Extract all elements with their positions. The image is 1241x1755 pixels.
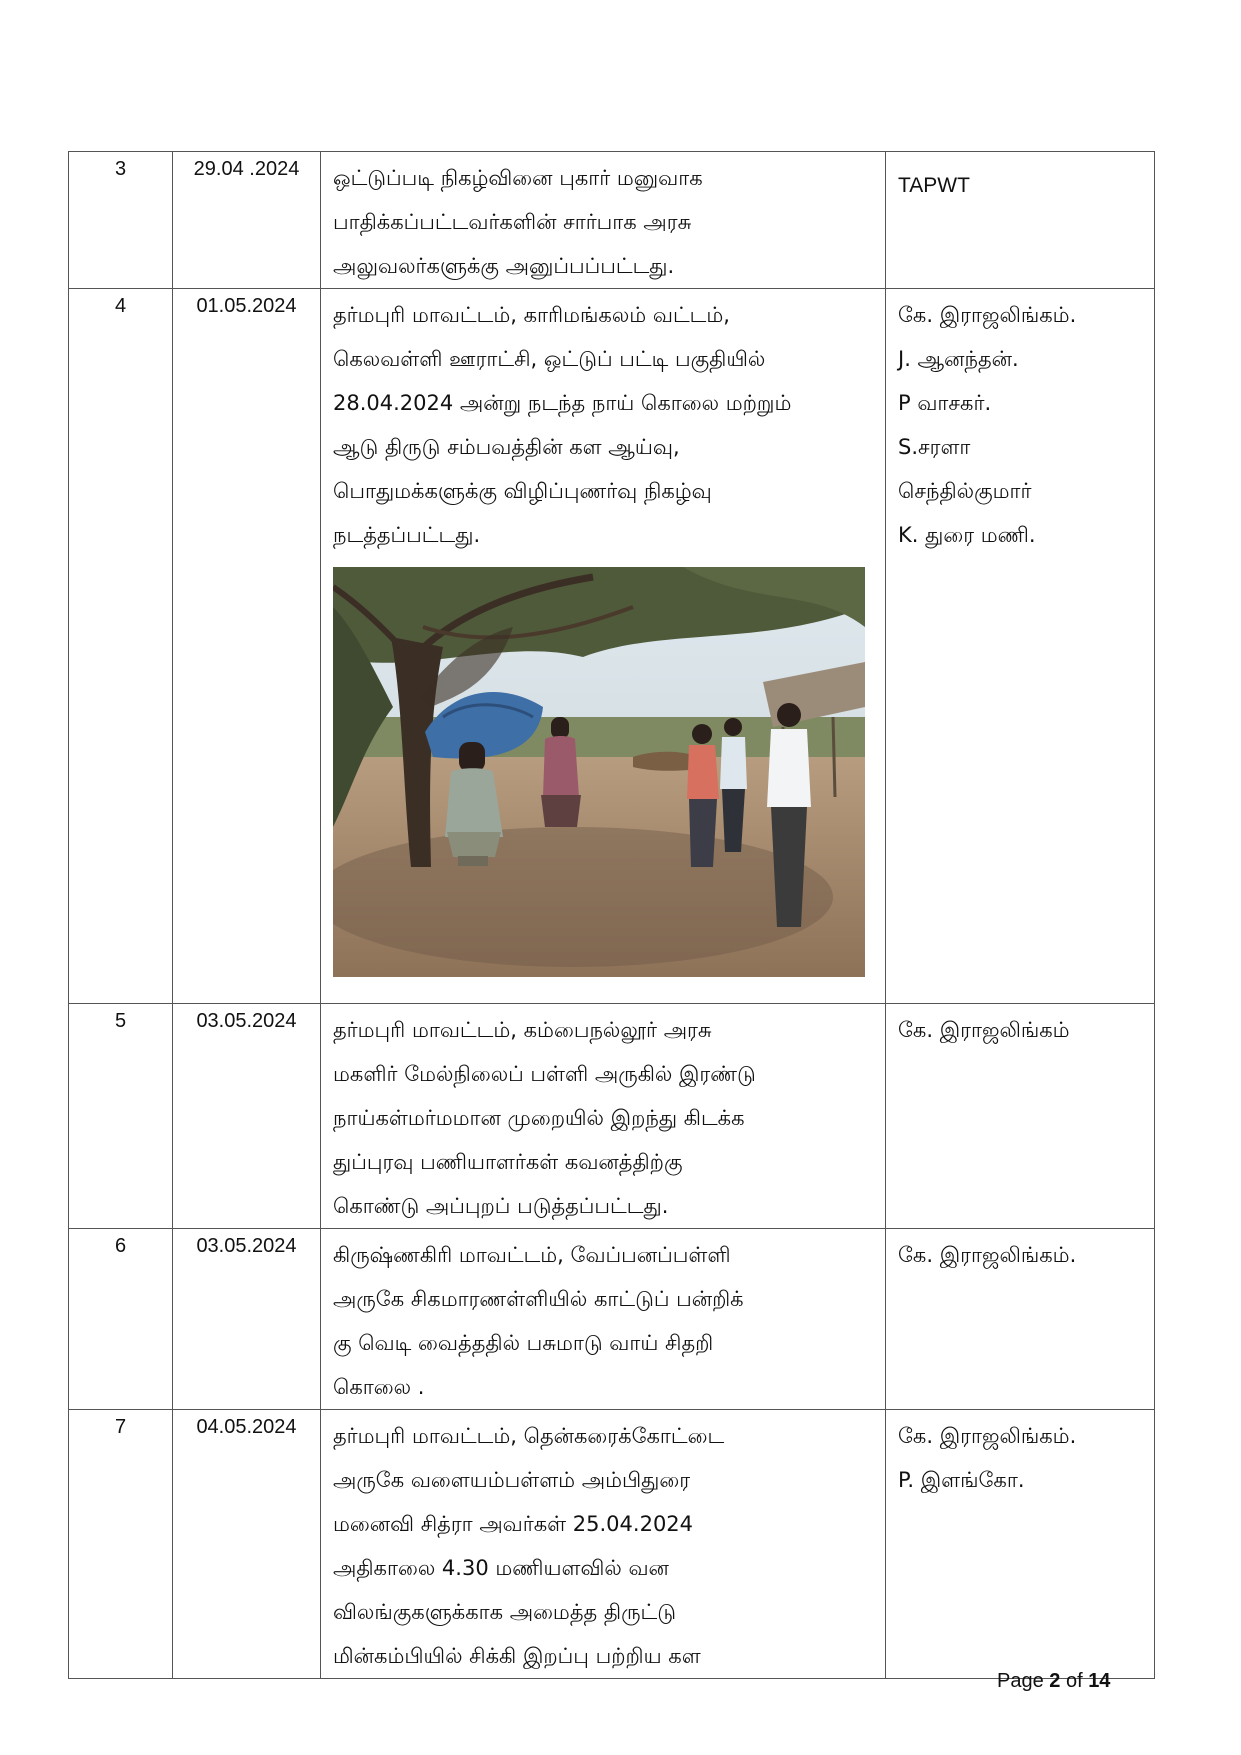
participants [886, 1410, 1155, 1679]
event-date: 04.05.2024 [173, 1410, 321, 1679]
serial-number: 4 [69, 289, 173, 1004]
participant-name: S.சரளா [898, 435, 971, 459]
description-line: அருகே சிகமாரணள்ளியில் காட்டுப் பன்றிக் [333, 1287, 744, 1311]
participant-name: கே. இராஜலிங்கம். [898, 1424, 1077, 1448]
table-row [69, 1004, 1155, 1229]
event-description [321, 1004, 886, 1229]
participant-name: P. இளங்கோ. [898, 1468, 1025, 1492]
participant-name: K. துரை மணி. [898, 523, 1036, 547]
description-line: தர்மபுரி மாவட்டம், காரிமங்கலம் வட்டம், [333, 303, 730, 327]
event-date: 03.05.2024 [173, 1229, 321, 1410]
table-row [69, 1229, 1155, 1410]
table-row [69, 1410, 1155, 1679]
participant-name: செந்தில்குமார் [898, 479, 1032, 503]
page-number [997, 1670, 1110, 1693]
description-line: மகளிர் மேல்நிலைப் பள்ளி அருகில் இரண்டு [333, 1062, 756, 1086]
description-line: நடத்தப்பட்டது. [333, 523, 481, 547]
event-date: 29.04 .2024 [173, 152, 321, 289]
participant-name: P வாசகர். [898, 391, 992, 415]
description-line: விலங்குகளுக்காக அமைத்த திருட்டு [333, 1600, 676, 1624]
participant-name: கே. இராஜலிங்கம் [898, 1018, 1070, 1042]
participants [886, 1004, 1155, 1229]
serial-number: 5 [69, 1004, 173, 1229]
table-row [69, 289, 1155, 1004]
description-line: மனைவி சித்ரா அவர்கள் 25.04.2024 [333, 1512, 694, 1536]
event-description [321, 1229, 886, 1410]
page-prefix: Page [997, 1670, 1050, 1692]
field-visit-photo [333, 567, 865, 977]
description-line: அதிகாலை 4.30 மணியளவில் வன [333, 1556, 669, 1580]
description-line: கு வெடி வைத்ததில் பசுமாடு வாய் சிதறி [333, 1331, 714, 1355]
serial-number: 3 [69, 152, 173, 289]
participants [886, 289, 1155, 1004]
participants [886, 1229, 1155, 1410]
description-line: துப்புரவு பணியாளர்கள் கவனத்திற்கு [333, 1150, 683, 1174]
description-line: மின்கம்பியில் சிக்கி இறப்பு பற்றிய கள [333, 1644, 701, 1668]
description-line: நாய்கள்மர்மமான முறையில் இறந்து கிடக்க [333, 1106, 745, 1130]
participant-name: கே. இராஜலிங்கம். [898, 1243, 1077, 1267]
serial-number: 6 [69, 1229, 173, 1410]
serial-number: 7 [69, 1410, 173, 1679]
total-pages: 14 [1088, 1670, 1111, 1692]
description-line: அருகே வளையம்பள்ளம் அம்பிதுரை [333, 1468, 691, 1492]
description-line: கெலவள்ளி ஊராட்சி, ஒட்டுப் பட்டி பகுதியில் [333, 347, 766, 371]
page-separator: of [1060, 1670, 1089, 1692]
activity-table [68, 151, 1155, 1679]
event-description [321, 1410, 886, 1679]
description-line: பொதுமக்களுக்கு விழிப்புணர்வு நிகழ்வு [333, 479, 712, 503]
description-line: அலுவலர்களுக்கு அனுப்பப்பட்டது. [333, 254, 675, 278]
description-line: ஆடு திருடு சம்பவத்தின் கள ஆய்வு, [333, 435, 680, 459]
description-line: கிருஷ்ணகிரி மாவட்டம், வேப்பனப்பள்ளி [333, 1243, 731, 1267]
description-line: பாதிக்கப்பட்டவர்களின் சார்பாக அரசு [333, 210, 692, 234]
event-date: 01.05.2024 [173, 289, 321, 1004]
description-line: தர்மபுரி மாவட்டம், தென்கரைக்கோட்டை [333, 1424, 725, 1448]
event-date: 03.05.2024 [173, 1004, 321, 1229]
description-line: கொண்டு அப்புறப் படுத்தப்பட்டது. [333, 1194, 669, 1218]
description-line: 28.04.2024 அன்று நடந்த நாய் கொலை மற்றும் [333, 391, 792, 415]
description-line: தர்மபுரி மாவட்டம், கம்பைநல்லூர் அரசு [333, 1018, 712, 1042]
current-page: 2 [1049, 1670, 1061, 1692]
description-line: ஒட்டுப்படி நிகழ்வினை புகார் மனுவாக [333, 166, 703, 190]
table-row [69, 152, 1155, 289]
description-line: கொலை . [333, 1375, 425, 1399]
participant-name: கே. இராஜலிங்கம். [898, 303, 1077, 327]
event-description [321, 152, 886, 289]
event-description [321, 289, 886, 1004]
participant-name: J. ஆனந்தன். [898, 347, 1019, 371]
participant-name: TAPWT [898, 174, 970, 197]
participants [886, 152, 1155, 289]
